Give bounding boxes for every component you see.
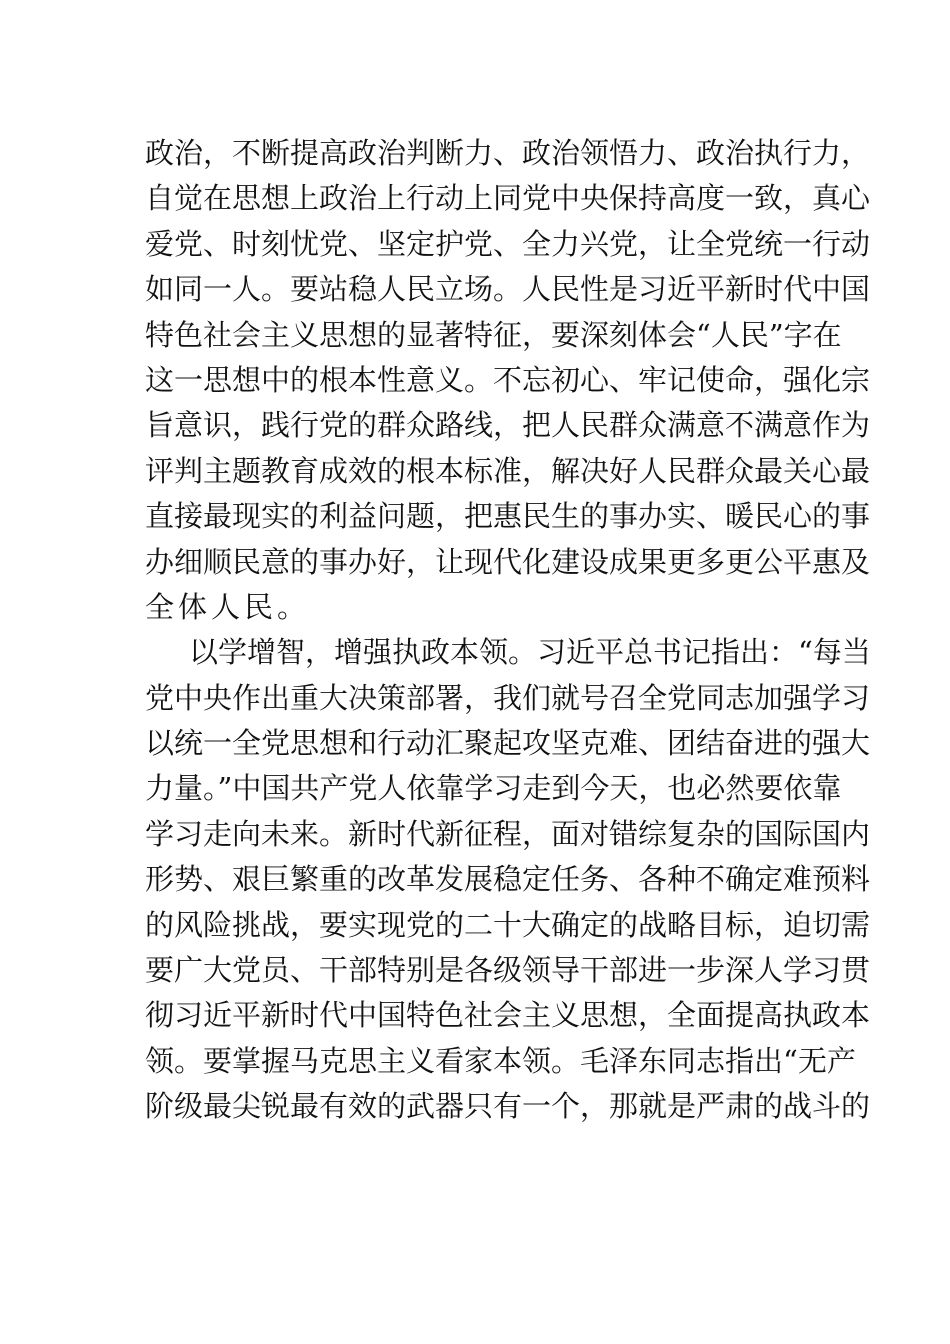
text-line: 以统一全党思想和行动汇聚起攻坚克难、团结奋进的强大 [145,726,871,761]
text-line: 以学增智，增强执政本领。习近平总书记指出：“每当 [189,635,871,670]
text-line: 形势、艰巨繁重的改革发展稳定任务、各种不确定难预料 [145,862,871,897]
text-line: 阶级最尖锐最有效的武器只有一个，那就是严肃的战斗的 [145,1089,871,1124]
text-line: 学习走向未来。新时代新征程，面对错综复杂的国际国内 [145,816,871,851]
text-line: 评判主题教育成效的根本标准，解决好人民群众最关心最 [145,453,871,488]
text-line: 政治，不断提高政治判断力、政治领悟力、政治执行力， [145,136,871,170]
text-line: 自觉在思想上政治上行动上同党中央保持高度一致，真心 [145,181,871,216]
document-page [145,131,871,1130]
text-line: 直接最现实的利益问题，把惠民生的事办实、暖民心的事 [145,499,871,534]
paragraph [145,131,871,630]
text-line: 全体人民。 [145,589,311,624]
text-line: 领。要掌握马克思主义看家本领。毛泽东同志指出“无产 [145,1043,856,1078]
paragraph [145,630,871,1129]
text-line: 力量。”中国共产党人依靠学习走到今天，也必然要依靠 [145,771,842,806]
text-line: 的风险挑战，要实现党的二十大确定的战略目标，迫切需 [145,907,871,942]
text-line: 这一思想中的根本性意义。不忘初心、牢记使命，强化宗 [145,362,871,397]
text-line: 爱党、时刻忧党、坚定护党、全力兴党，让全党统一行动 [145,226,871,261]
text-line: 彻习近平新时代中国特色社会主义思想，全面提高执政本 [145,998,871,1033]
text-line: 如同一人。要站稳人民立场。人民性是习近平新时代中国 [145,272,871,307]
text-line: 办细顺民意的事办好，让现代化建设成果更多更公平惠及 [145,544,871,579]
text-line: 特色社会主义思想的显著特征，要深刻体会“人民”字在 [145,317,842,352]
text-line: 要广大党员、干部特别是各级领导干部进一步深人学习贯 [145,953,871,988]
text-line: 党中央作出重大决策部署，我们就号召全党同志加强学习 [145,680,871,715]
text-line: 旨意识，践行党的群众路线，把人民群众满意不满意作为 [145,408,871,443]
